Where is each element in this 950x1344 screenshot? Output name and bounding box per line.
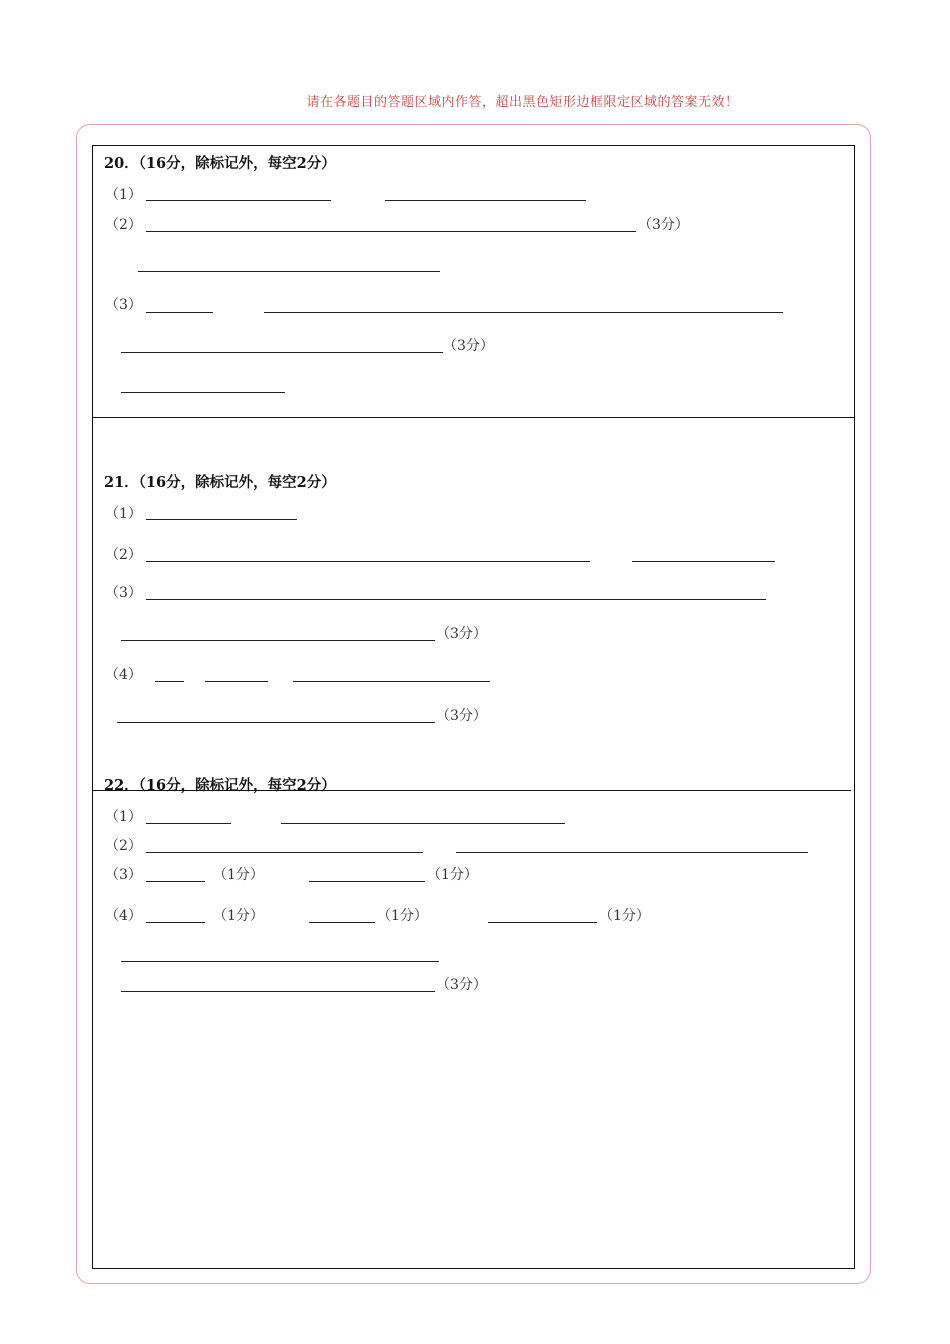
q21-part2-label: （2） — [105, 547, 142, 563]
q21-p3-score: （3分） — [436, 626, 487, 642]
q20-part3-label: （3） — [105, 297, 142, 313]
q20-p3-blank-4[interactable] — [121, 392, 285, 393]
q21-p3-blank-2[interactable] — [121, 640, 435, 641]
q22-p1-blank-2[interactable] — [281, 823, 565, 824]
q21-p4-blank-4[interactable] — [117, 722, 435, 723]
q22-heading: 22．（16分，除标记外，每空2分） — [104, 777, 336, 794]
q22-p4-score-3: （1分） — [599, 908, 650, 924]
q22-p3-blank-1[interactable] — [146, 881, 205, 882]
q21-part4-label: （4） — [105, 667, 142, 683]
q22-p2-blank-2[interactable] — [456, 852, 808, 853]
q20-p2-blank-2[interactable] — [138, 271, 440, 272]
q22-p4-blank-1[interactable] — [146, 922, 205, 923]
q21-p4-blank-1[interactable] — [155, 681, 184, 682]
q21-p2-blank-2[interactable] — [632, 561, 775, 562]
q21-part3-label: （3） — [105, 585, 142, 601]
q21-p4-score: （3分） — [436, 708, 487, 724]
q22-p3-score-2: （1分） — [427, 867, 478, 883]
q22-p1-blank-1[interactable] — [146, 823, 231, 824]
q21-p1-blank-1[interactable] — [146, 519, 297, 520]
q20-p3-score: （3分） — [443, 338, 494, 354]
q20-part1-label: （1） — [105, 187, 142, 203]
q20-p3-blank-1[interactable] — [146, 312, 213, 313]
q20-p2-score: （3分） — [638, 217, 689, 233]
q20-p3-blank-2[interactable] — [264, 312, 783, 313]
q21-part1-label: （1） — [105, 506, 142, 522]
q22-p4-blank-2[interactable] — [309, 922, 375, 923]
q22-part3-label: （3） — [105, 867, 142, 883]
q22-p3-blank-2[interactable] — [309, 881, 425, 882]
q22-p4-blank-3[interactable] — [488, 922, 597, 923]
q22-part2-label: （2） — [105, 838, 142, 854]
q22-p4-blank-4[interactable] — [121, 961, 439, 962]
section-divider-20-21 — [92, 417, 855, 418]
q21-p3-blank-1[interactable] — [146, 599, 766, 600]
answer-area-notice: 请在各题目的答题区域内作答，超出黑色矩形边框限定区域的答案无效！ — [306, 95, 739, 110]
q21-p4-blank-3[interactable] — [293, 681, 490, 682]
q22-p3-score-1: （1分） — [213, 867, 264, 883]
q20-part2-label: （2） — [105, 217, 142, 233]
q22-p4-score-1: （1分） — [213, 908, 264, 924]
q20-p1-blank-2[interactable] — [385, 200, 586, 201]
q22-p4-score-2: （1分） — [377, 908, 428, 924]
q20-heading: 20．（16分，除标记外，每空2分） — [104, 155, 336, 172]
q20-p3-blank-3[interactable] — [121, 352, 443, 353]
q21-heading: 21．（16分，除标记外，每空2分） — [104, 474, 336, 491]
q22-part4-label: （4） — [105, 908, 142, 924]
q21-p2-blank-1[interactable] — [146, 561, 590, 562]
q22-p2-blank-1[interactable] — [146, 852, 423, 853]
q20-p2-blank-1[interactable] — [146, 231, 636, 232]
q20-p1-blank-1[interactable] — [146, 200, 331, 201]
q22-p4-blank-5[interactable] — [121, 991, 435, 992]
q21-p4-blank-2[interactable] — [205, 681, 268, 682]
q22-part1-label: （1） — [105, 809, 142, 825]
q22-p4-score: （3分） — [436, 977, 487, 993]
